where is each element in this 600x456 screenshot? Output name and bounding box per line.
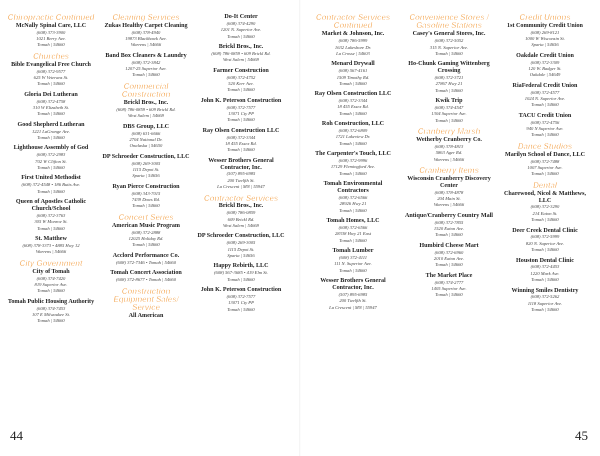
entry-detail: West Salem | 54669 — [128, 113, 164, 119]
entry-detail: 819 Superior Ave. — [34, 281, 68, 287]
directory-entry — [500, 152, 590, 178]
entry-detail: Tomah | 54660 — [339, 170, 367, 176]
entry-detail: (608) 372-7577 — [226, 293, 256, 299]
entry-detail: (608) 372-7488 — [530, 158, 560, 164]
directory-entry — [6, 122, 96, 142]
business-name: American Music Program — [112, 222, 180, 229]
entry-detail: (608) 372-3344 — [338, 98, 368, 104]
entry-detail: (608) 372-7855 — [434, 219, 464, 225]
entry-detail: Tomah | 54660 — [531, 277, 559, 283]
section-heading: Cranberry Items — [419, 166, 479, 176]
entry-detail: (608) 372-4756 — [530, 119, 560, 125]
business-name: Brickl Bros., Inc. — [218, 203, 264, 210]
directory-entry — [6, 23, 96, 49]
entry-detail: Warrens | 54666 — [130, 42, 162, 48]
business-name: Farmer Construction — [213, 67, 269, 74]
business-name: Gloria Dei Lutheran — [24, 91, 78, 98]
entry-detail: (608) 372-4577 — [530, 89, 560, 95]
business-name: McNally Spinal Care, LLC — [15, 22, 87, 29]
entry-detail: La Crescent | MN | 55947 — [217, 184, 265, 190]
entry-detail: Tomah | 54660 — [37, 288, 65, 294]
entry-detail: Tomah | 54660 — [37, 188, 65, 194]
entry-detail: 13071 Cty PP — [228, 300, 254, 306]
entry-detail: Tomah | 54660 — [435, 87, 463, 93]
entry-detail: Tomah | 54660 — [227, 33, 255, 39]
entry-detail: 27867 Hwy 21 — [435, 81, 463, 87]
business-name: Ray Olsen Construction LLC — [314, 91, 392, 98]
directory-entry — [500, 113, 590, 139]
directory-entry — [101, 23, 191, 49]
business-name: Queen of Apostles Catholic Church/School — [15, 199, 87, 213]
entry-detail: (608) 269-3005 — [131, 160, 161, 166]
directory-entry — [196, 128, 286, 154]
business-name: City of Tomah — [32, 268, 70, 275]
business-name: Band Box Cleaners & Laundry — [105, 52, 187, 59]
entry-detail: 1007 Superior Ave. — [527, 164, 563, 170]
business-name: Menard Drywall — [331, 61, 375, 68]
directory-entry — [101, 53, 191, 79]
business-name: John K. Peterson Construction — [200, 287, 282, 294]
entry-detail: Tomah | 54660 — [37, 81, 65, 87]
entry-detail: 1115 Depot St. — [132, 167, 160, 173]
business-name: Deer Creek Dental Clinic — [512, 227, 578, 234]
column-2 — [101, 14, 191, 454]
entry-detail: (608) 374-2777 — [434, 279, 464, 285]
entry-detail: 1405 Superior Ave. — [431, 286, 467, 292]
entry-detail: (608) 372-5999 — [530, 234, 560, 240]
entry-detail: La Crosse | 54603 — [336, 50, 370, 56]
business-name: Kwik Trip — [435, 98, 463, 105]
directory-entry — [404, 98, 494, 124]
business-name: Houston Dental Clinic — [516, 257, 574, 264]
entry-detail: (608) 372-6960 — [434, 249, 464, 255]
entry-detail: Oakdale | 54649 — [529, 72, 561, 78]
entry-detail: 1024 N. Superior Ave. — [524, 96, 566, 102]
entry-detail: Tomah | 54660 — [227, 276, 255, 282]
directory-entry — [500, 258, 590, 284]
business-name: The Market Place — [425, 272, 473, 279]
directory-entry — [404, 213, 494, 239]
entry-detail: Tomah | 54660 — [531, 247, 559, 253]
business-name: RiaFederal Credit Union — [512, 82, 578, 89]
section-heading: City Government — [19, 258, 83, 268]
business-name: The Carpenter's Touch, LLC — [315, 151, 391, 158]
directory-entry — [500, 53, 590, 79]
entry-detail: Tomah | 54660 — [37, 111, 65, 117]
business-name: DP Schroeder Construction, LLC — [197, 233, 285, 240]
entry-detail: (608) 372-5052 — [434, 38, 464, 44]
column-5 — [404, 14, 494, 454]
entry-detail: 1509 Timothy Rd. — [336, 74, 370, 80]
entry-detail: Tomah | 54660 — [531, 132, 559, 138]
entry-detail: 2010 Eaton Ave. — [433, 256, 465, 262]
entry-detail: Tomah | 54660 — [37, 164, 65, 170]
directory-entry — [6, 236, 96, 256]
directory-entry — [196, 263, 286, 283]
entry-detail: Tomah | 54660 — [37, 134, 65, 140]
directory-entry — [101, 223, 191, 249]
business-name: Winning Smiles Dentistry — [511, 287, 579, 294]
directory-entry — [404, 243, 494, 269]
entry-detail: 1220 Mark Ave. — [530, 270, 560, 276]
directory-entry — [101, 100, 191, 120]
entry-detail: 19873 Blackhawk Ave. — [125, 36, 167, 42]
entry-detail: (608) 343-7015 — [131, 190, 161, 196]
entry-detail: 1520 Eaton Ave. — [433, 226, 465, 232]
directory-entry — [101, 154, 191, 180]
entry-detail: 107 E Milwaukee St. — [31, 311, 71, 317]
entry-detail: (608) 786-5999 — [338, 38, 368, 44]
entry-detail: Tomah | 54660 — [435, 262, 463, 268]
business-name: Do-It Center — [224, 14, 258, 20]
entry-detail: Tomah | 54660 — [37, 318, 65, 324]
business-name: Wesser Brothers General Contractor, Inc. — [208, 157, 274, 171]
directory-entry — [404, 176, 494, 209]
entry-detail: 1721 Lakeview Dr. — [335, 134, 371, 140]
entry-detail: 1304 Superior Ave. — [431, 111, 467, 117]
entry-detail: (608) 372-4548 • 186 Butts Ave. — [21, 182, 81, 188]
directory-entry — [500, 191, 590, 224]
directory-entry — [101, 253, 191, 266]
section-heading: Cranberry Marsh — [417, 127, 481, 137]
page-number-left: 44 — [10, 428, 23, 443]
entry-detail: (608) 372-8677 • Tomah | 54660 — [116, 277, 176, 283]
entry-detail: (608) 374-4290 — [226, 20, 256, 26]
entry-detail: 18 455 Essex Rd. — [337, 104, 369, 110]
entry-detail: 28926 Hwy 21 — [339, 201, 367, 207]
directory-entry — [196, 98, 286, 124]
entry-detail: (608) 372-6566 — [338, 195, 368, 201]
entry-detail: (608) 372-3344 — [226, 134, 256, 140]
entry-detail: Tomah | 54660 — [531, 217, 559, 223]
entry-detail: (608) 786-0859 — [226, 210, 256, 216]
entry-detail: 1118 Superior Ave. — [527, 300, 563, 306]
page-gutter — [299, 0, 301, 456]
directory-entry — [6, 145, 96, 171]
directory-entry — [404, 61, 494, 94]
section-heading: Churches — [32, 51, 70, 61]
business-name: All American — [128, 313, 164, 320]
directory-entry — [101, 313, 191, 320]
directory-entry — [101, 124, 191, 150]
entry-detail: (608) 372-2888 — [131, 229, 161, 235]
entry-detail: 18 455 Essex Rd. — [225, 140, 257, 146]
business-name: Roh Construction, LLC — [321, 121, 385, 128]
entry-detail: (608) 374-7420 — [36, 275, 66, 281]
section-heading: Dance Studios — [517, 141, 573, 151]
section-heading: Cleaning Services — [112, 14, 180, 22]
entry-detail: West Salem | 54669 — [223, 222, 259, 228]
entry-detail: Tomah | 54660 — [227, 117, 255, 123]
entry-detail: 204 Main St. — [437, 196, 461, 202]
entry-detail: 625 W Veterans St. — [33, 75, 69, 80]
entry-detail: West Salem | 54669 — [223, 57, 259, 63]
entry-detail: 820 N. Superior Ave. — [525, 240, 565, 246]
entry-detail: 200 Twelfth St. — [339, 298, 367, 304]
entry-detail: 13071 Cty PP — [228, 110, 254, 116]
section-heading: Credit Unions — [519, 14, 571, 22]
entry-detail: Onalaska | 54650 — [129, 143, 163, 149]
directory-entry — [500, 23, 590, 49]
entry-detail: (608) 378-4940 — [131, 29, 161, 35]
entry-detail: (608) 372-3309 — [530, 59, 560, 65]
directory-entry — [500, 288, 590, 314]
business-name: Casey's General Stores, Inc. — [412, 31, 486, 38]
business-name: Tomah Environmental Contractors — [323, 181, 383, 195]
entry-detail: 1021 Berry Ave. — [36, 36, 66, 42]
column-6 — [500, 14, 590, 454]
entry-detail: 1632 Lakeshore Dr. — [334, 44, 372, 50]
page-number-right: 45 — [575, 428, 588, 443]
entry-detail: (608) 372-6809 — [338, 128, 368, 134]
entry-detail: (608) 372-3721 — [434, 75, 464, 81]
business-name: Antique/Cranberry Country Mall — [404, 212, 494, 219]
business-name: Tomah Homes, LLC — [326, 218, 380, 225]
directory-entry — [6, 92, 96, 118]
entry-detail: (608) 786-0859 • 609 Brickl Rd. — [116, 107, 176, 113]
entry-detail: 200 Twelfth St. — [227, 177, 255, 183]
entry-detail: 214 Eaton St. — [532, 210, 558, 216]
entry-detail: (608) 372-2983 — [36, 152, 66, 158]
entry-detail: 1207-25 Superior Ave. — [125, 66, 167, 72]
entry-detail: Tomah | 54660 — [132, 242, 160, 248]
section-heading: Convenience Stores / Gasoline Stations — [409, 14, 489, 31]
business-name: Oakdale Credit Union — [516, 52, 574, 59]
directory-entry — [308, 218, 398, 244]
business-name: Good Shepherd Lutheran — [17, 121, 85, 128]
directory-entry — [500, 228, 590, 254]
entry-detail: Tomah | 54660 — [339, 140, 367, 146]
entry-detail: Warrens | 54666 — [433, 156, 465, 162]
entry-detail: Warrens | 54666 — [35, 249, 67, 255]
business-name: Tomah Lumber — [332, 248, 374, 255]
entry-detail: (608) 372-5262 — [530, 294, 560, 300]
directory-entry — [308, 31, 398, 57]
directory-entry — [404, 31, 494, 57]
entry-detail: 7439 Daws Rd. — [131, 197, 161, 203]
section-heading: Contractor Services Continued — [315, 14, 391, 31]
directory-entry — [308, 278, 398, 311]
directory-entry — [196, 44, 286, 64]
entry-detail: Tomah | 54660 — [531, 102, 559, 108]
business-name: Ray Olsen Construction LLC — [202, 127, 280, 134]
entry-detail: Tomah | 54660 — [435, 232, 463, 238]
section-heading: Concert Series — [118, 212, 174, 222]
entry-detail: (608) 373-3900 — [36, 29, 66, 35]
business-name: Charewood, Nicol & Matthews, LLC — [504, 190, 586, 204]
business-name: St. Matthew — [35, 236, 67, 243]
entry-detail: 1201 N. Superior Ave. — [220, 27, 262, 33]
directory-entry — [6, 299, 96, 325]
entry-detail: (608) 378-4813 — [434, 143, 464, 149]
business-name: Zukas Healthy Carpet Cleaning — [104, 22, 188, 29]
entry-detail: 5863 Ager Rd. — [435, 150, 463, 156]
business-name: First United Methodist — [21, 175, 81, 182]
entry-detail: (507) 895-6985 — [226, 171, 256, 177]
directory-entry — [308, 248, 398, 274]
directory-entry — [196, 287, 286, 313]
directory-entry — [308, 181, 398, 214]
column-4 — [308, 14, 398, 454]
column-1 — [6, 14, 96, 454]
entry-detail: Tomah | 54660 — [227, 147, 255, 153]
entry-detail: (608) 372-7577 — [226, 104, 256, 110]
entry-detail: Tomah | 54660 — [339, 110, 367, 116]
entry-detail: 120 W. Badger St. — [528, 66, 562, 72]
directory-entry — [500, 83, 590, 109]
entry-detail: 111 N. Superior Ave. — [334, 261, 372, 267]
business-name: Bible Evangelical Free Church — [11, 61, 91, 68]
entry-detail: (608) 269-3005 — [226, 240, 256, 246]
section-heading: Commercial Construction — [121, 81, 171, 100]
directory-entry — [196, 14, 286, 40]
entry-detail: 1115 Depot St. — [227, 246, 255, 252]
entry-detail: (608) 378-4878 — [434, 189, 464, 195]
section-heading: Contractor Services — [203, 193, 279, 203]
entry-detail: (608) 372-3763 — [36, 212, 66, 218]
entry-detail: Tomah | 54660 — [531, 307, 559, 312]
entry-detail: Tomah | 54660 — [132, 72, 160, 78]
business-name: John K. Peterson Construction — [200, 97, 282, 104]
business-name: Brickl Bros., Inc. — [218, 43, 264, 50]
entry-detail: 28338 Hwy 21 East — [334, 231, 372, 237]
entry-detail: (608) 372-4752 — [226, 74, 256, 80]
entry-detail: 305 W Monroe St. — [34, 219, 68, 225]
entry-detail: (608) 372-4111 — [338, 255, 368, 261]
directory-entry — [308, 121, 398, 147]
entry-detail: 520 Kerr Ave. — [228, 80, 254, 86]
entry-detail: 609 Brickl Rd. — [227, 216, 255, 222]
entry-detail: (608) 631-6666 — [131, 130, 161, 136]
directory-entry — [196, 203, 286, 229]
business-name: Tomah Concert Association — [110, 270, 182, 277]
business-name: DP Schroeder Construction, LLC — [102, 153, 190, 160]
directory-entry — [196, 233, 286, 259]
directory-entry — [101, 184, 191, 210]
entry-detail: (608) 372-4453 — [530, 264, 560, 270]
entry-detail: (608) 372-6566 — [338, 225, 368, 231]
entry-detail: 17129 Flemingford Ave. — [330, 164, 376, 170]
entry-detail: 702 W Clifton St. — [35, 158, 67, 164]
entry-detail: 940 N Superior Ave. — [526, 126, 564, 132]
business-name: Brickl Bros., Inc. — [123, 100, 169, 107]
entry-detail: (507) 895-6985 — [338, 291, 368, 297]
entry-detail: 315 N. Superior Ave. — [429, 44, 469, 50]
section-heading: Construction Equipment Sales/ Service — [113, 286, 179, 313]
entry-detail: (608) 372-9996 — [338, 158, 368, 164]
directory-entry — [6, 62, 96, 88]
entry-detail: (608) 269-8121 — [530, 29, 560, 35]
directory-entry — [6, 269, 96, 295]
entry-detail: (608) 372-3290 — [530, 204, 560, 210]
section-heading: Chiropractic Continued — [7, 14, 95, 22]
entry-detail: Tomah | 54660 — [339, 237, 367, 243]
entry-detail: (608) 378-3373 • 4885 Hwy 12 — [22, 242, 80, 248]
directory-entry — [404, 273, 494, 299]
business-name: Wesser Brothers General Contractor, Inc. — [320, 278, 386, 291]
entry-detail: Tomah | 54660 — [435, 50, 463, 56]
entry-detail: (608) 786-0859 • 609 Brickl Rd. — [211, 50, 271, 56]
entry-detail: 310 W Elizabeth St. — [32, 104, 70, 110]
directory-entry — [404, 137, 494, 163]
business-name: Lighthouse Assembly of God — [13, 145, 89, 152]
business-name: Humbird Cheese Mart — [419, 242, 479, 249]
entry-detail: Tomah | 54660 — [132, 203, 160, 209]
entry-detail: Tomah | 54660 — [339, 80, 367, 86]
directory-entry — [308, 91, 398, 117]
column-3 — [196, 14, 286, 454]
entry-detail: (608) 372-9577 — [36, 68, 66, 74]
business-name: Ryan Pierce Construction — [112, 183, 180, 190]
entry-detail: (608) 374-7453 — [36, 305, 66, 311]
entry-detail: 1221 LaGrange Ave. — [31, 128, 71, 134]
entry-detail: (608) 372-3842 — [131, 59, 161, 65]
directory-entry — [308, 151, 398, 177]
business-name: TACU Credit Union — [518, 112, 572, 119]
entry-detail: Tomah | 54660 — [37, 42, 65, 48]
business-name: 1st Community Credit Union — [507, 22, 583, 29]
entry-detail: Warrens | 54666 — [433, 202, 465, 208]
directory-entry — [6, 175, 96, 195]
entry-detail: Sparta | 54656 — [132, 173, 160, 179]
entry-detail: (608) 567-3685 • 419 Elm St. — [214, 270, 268, 276]
entry-detail: (608) 374-4547 — [434, 105, 464, 111]
directory-entry — [101, 270, 191, 283]
entry-detail: La Crescent | MN | 55947 — [329, 304, 377, 310]
entry-detail: Tomah | 54660 — [227, 87, 255, 93]
entry-detail: Sparta | 54656 — [227, 252, 255, 258]
entry-detail: 2704 National Dr. — [129, 137, 163, 143]
business-name: Happy Rebirth, LLC — [213, 263, 269, 270]
entry-detail: Tomah | 54660 — [435, 292, 463, 298]
entry-detail: Tomah | 54660 — [339, 207, 367, 213]
section-heading: Dental — [533, 180, 557, 190]
business-name: Market & Johnson, Inc. — [321, 31, 385, 38]
entry-detail: Tomah | 54660 — [37, 225, 65, 231]
business-name: Ho-Chunk Gaming Wittenberg Crossing — [408, 61, 490, 75]
entry-detail: Sparta | 54656 — [531, 42, 559, 48]
entry-detail: 12025 Holiday Rd. — [128, 235, 164, 241]
business-name: Marilyn School of Dance, LLC — [504, 151, 586, 158]
entry-detail: Tomah | 54660 — [339, 267, 367, 273]
directory-entry — [196, 68, 286, 94]
entry-detail: Tomah | 54660 — [531, 171, 559, 177]
directory-entry — [308, 61, 398, 87]
business-name: Tomah Public Housing Authority — [7, 298, 95, 305]
directory-entry — [196, 158, 286, 191]
business-name: Wisconsin Cranberry Discovery Center — [407, 175, 491, 189]
entry-detail: Tomah | 54660 — [435, 117, 463, 123]
directory-entry — [6, 199, 96, 232]
business-name: Acclord Performance Co. — [112, 252, 180, 259]
entry-detail: (608) 372-4758 — [36, 98, 66, 104]
entry-detail: (608) 567-4161 — [338, 68, 368, 74]
entry-detail: (608) 372-7346 • Tomah | 54660 — [116, 259, 176, 265]
entry-detail: 1000 W Wisconsin St. — [525, 36, 565, 42]
entry-detail: Tomah | 54660 — [227, 306, 255, 312]
business-name: Wetherby Cranberry Co. — [416, 137, 482, 144]
business-name: DBS Group, LLC — [122, 123, 170, 130]
